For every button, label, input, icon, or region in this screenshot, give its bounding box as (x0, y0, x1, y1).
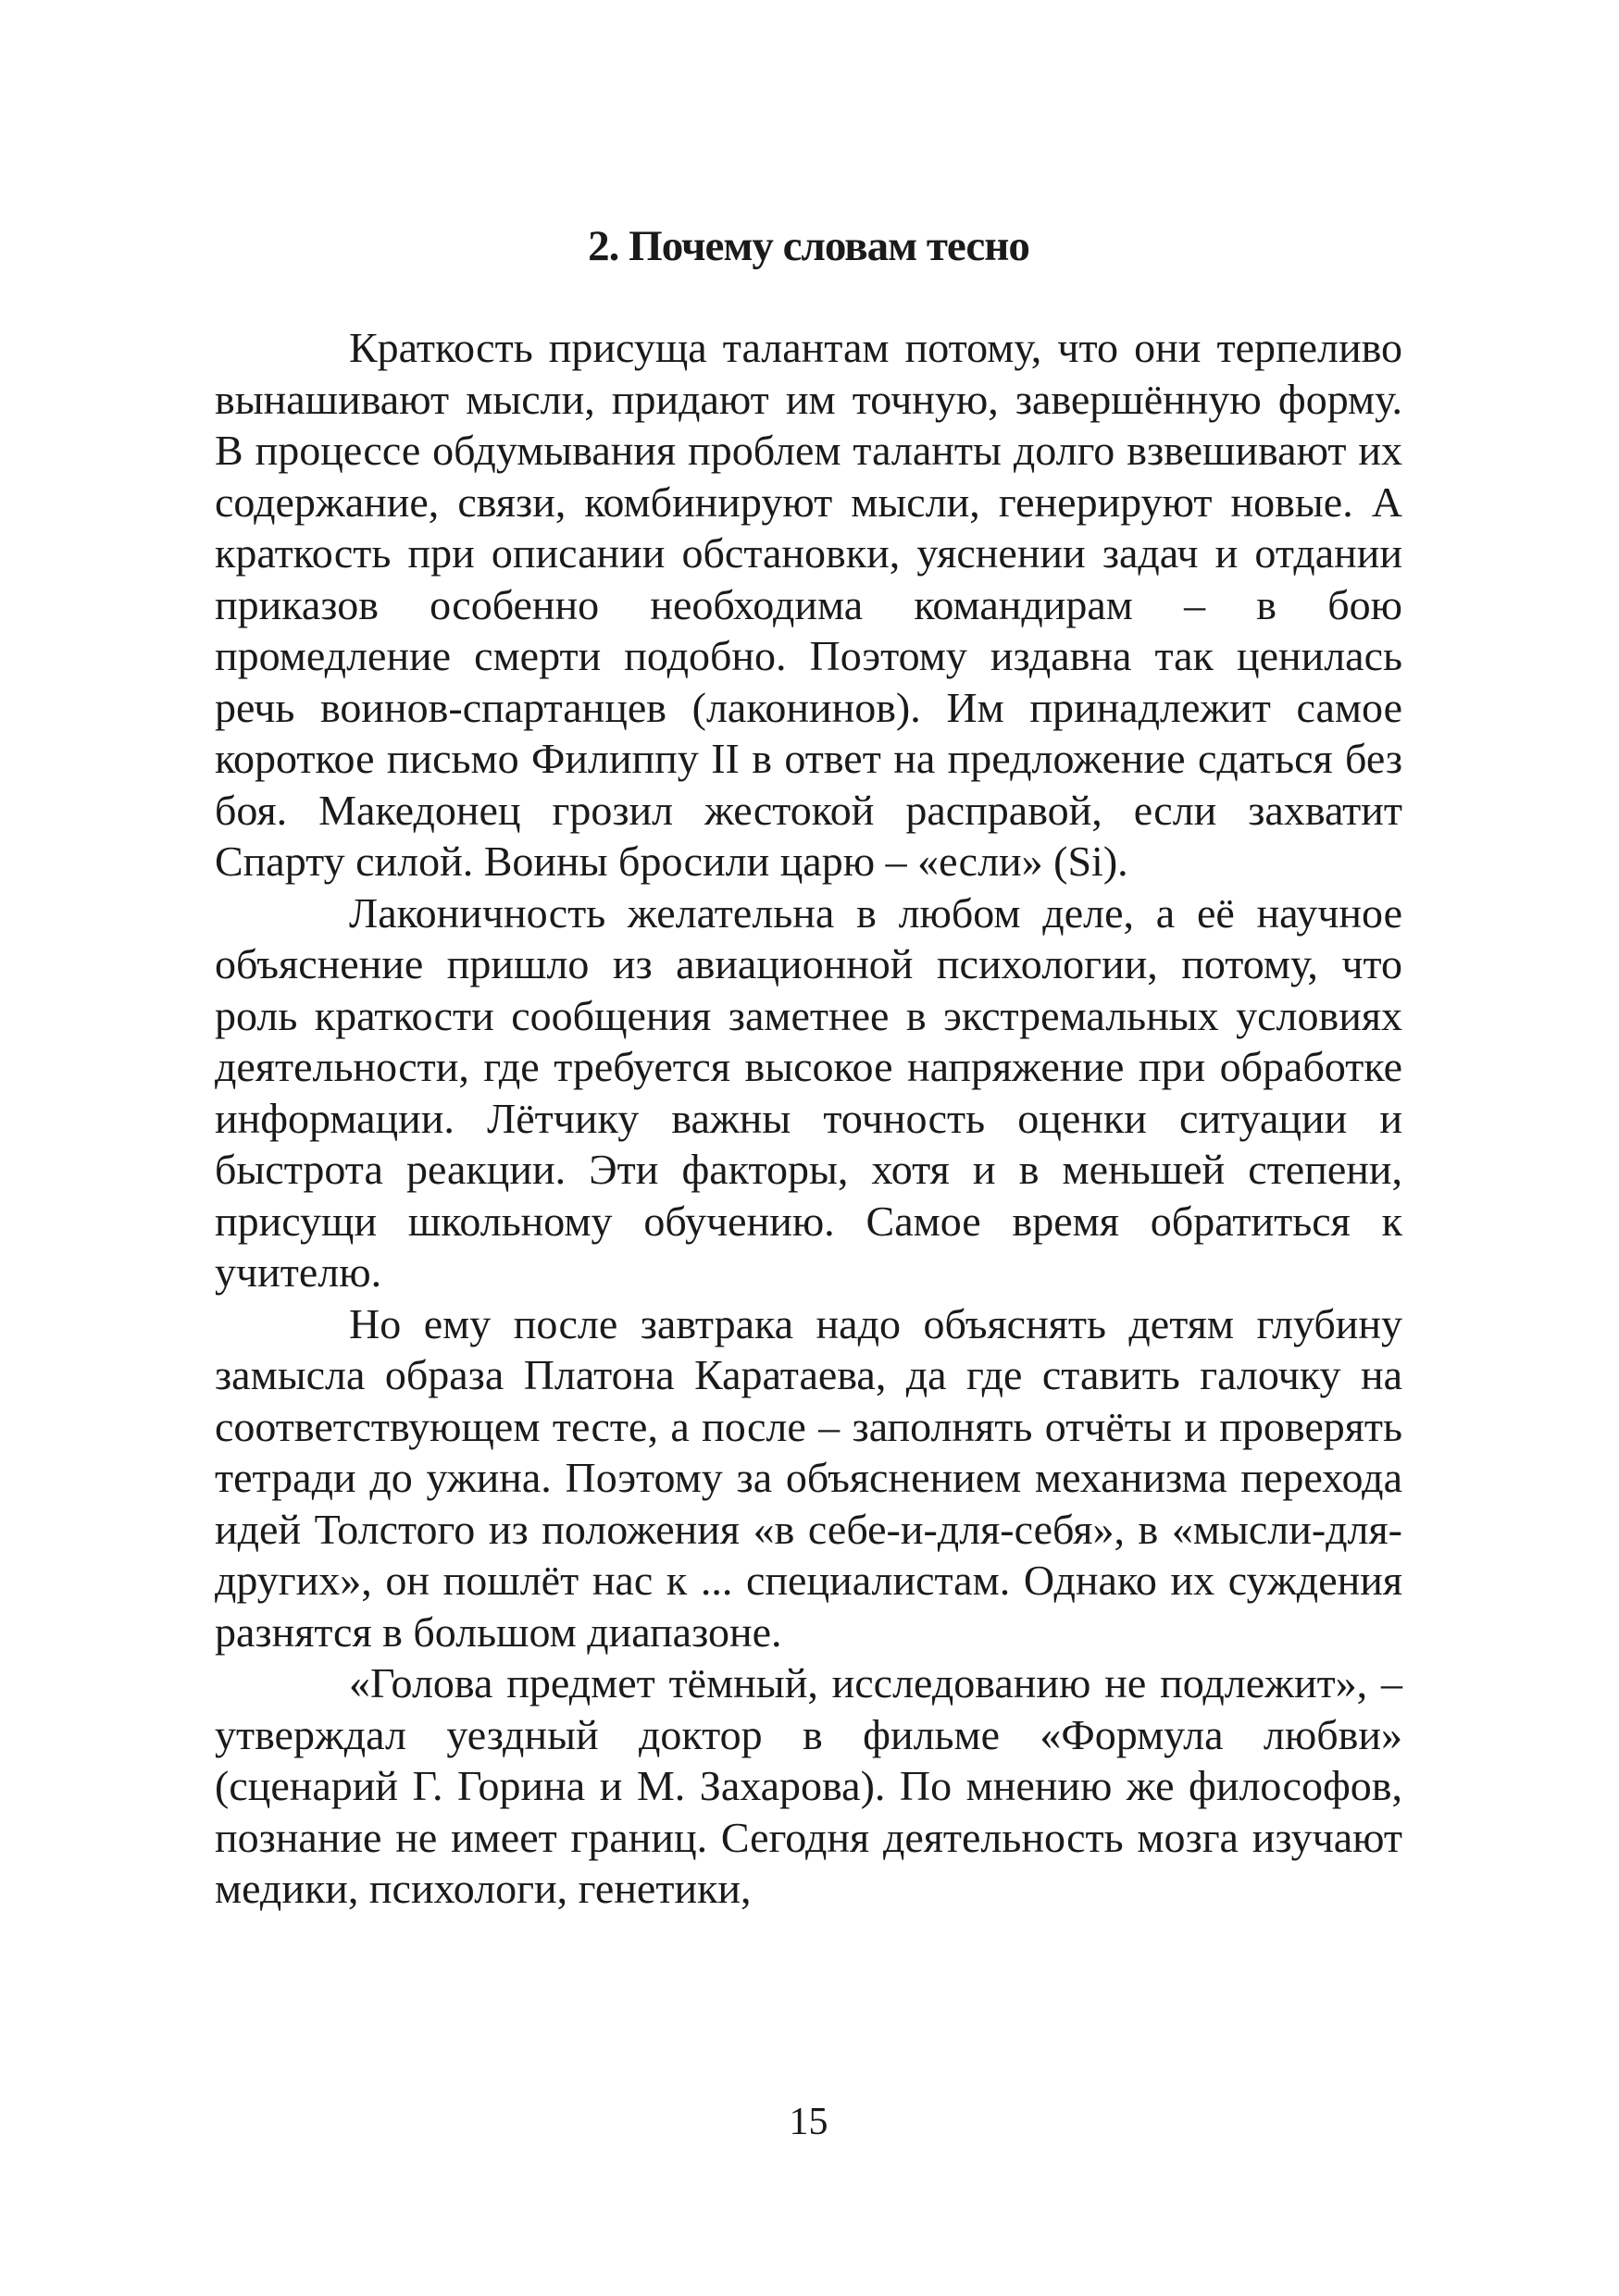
paragraph: Но ему после завтрака надо объяснять детям глубину замысла образа Платона Каратаева, да где ставить галочку на соответствующем тесте, а после – заполнять отчёты и проверять тетради до ужина. Поэтому за объяснением механизма перехода идей Толстого из положения «в себе-и-для-себя», в «мысли-для-других», он пошлёт нас к ... специалистам. Однако их суждения разнятся в большом диапазоне. (215, 1299, 1402, 1656)
paragraph: Краткость присуща талантам потому, что они терпеливо вынашивают мысли, придают им точную, завершённую форму. В процессе обдумывания проблем таланты долго взвешивают их содержание, связи, комбинируют мысли, генерируют новые. А краткость при описании обстановки, уяснении задач и отдании приказов особенно необходима командирам – в бою промедление смерти подобно. Поэтому издавна так ценилась речь воинов-спартанцев (лаконинов). Им принадлежит самое короткое письмо Филиппу II в ответ на предложение сдаться без боя. Македонец грозил жестокой расправой, если захватит Спарту силой. Воины бросили царю – «если» (Si). (215, 324, 1402, 885)
paragraph: Лаконичность желательна в любом деле, а её научное объяснение пришло из авиационной психологии, потому, что роль краткости сообщения заметнее в экстремальных условиях деятельности, где требуется высокое напряжение при обработке информации. Лётчику важны точность оценки ситуации и быстрота реакции. Эти факторы, хотя и в меньшей степени, присущи школьному обучению. Самое время обратиться к учителю. (215, 888, 1402, 1296)
page-number: 15 (789, 2101, 828, 2143)
section-title: 2. Почему словам тесно (588, 222, 1029, 270)
paragraph: «Голова предмет тёмный, исследованию не подлежит», – утверждал уездный доктор в фильме «Формула любви» (сценарий Г. Горина и М. Захарова). По мнению же философов, познание не имеет границ. Сегодня деятельность мозга изучают медики, психологи, генетики, (215, 1659, 1402, 1912)
body-text (215, 322, 1402, 1915)
